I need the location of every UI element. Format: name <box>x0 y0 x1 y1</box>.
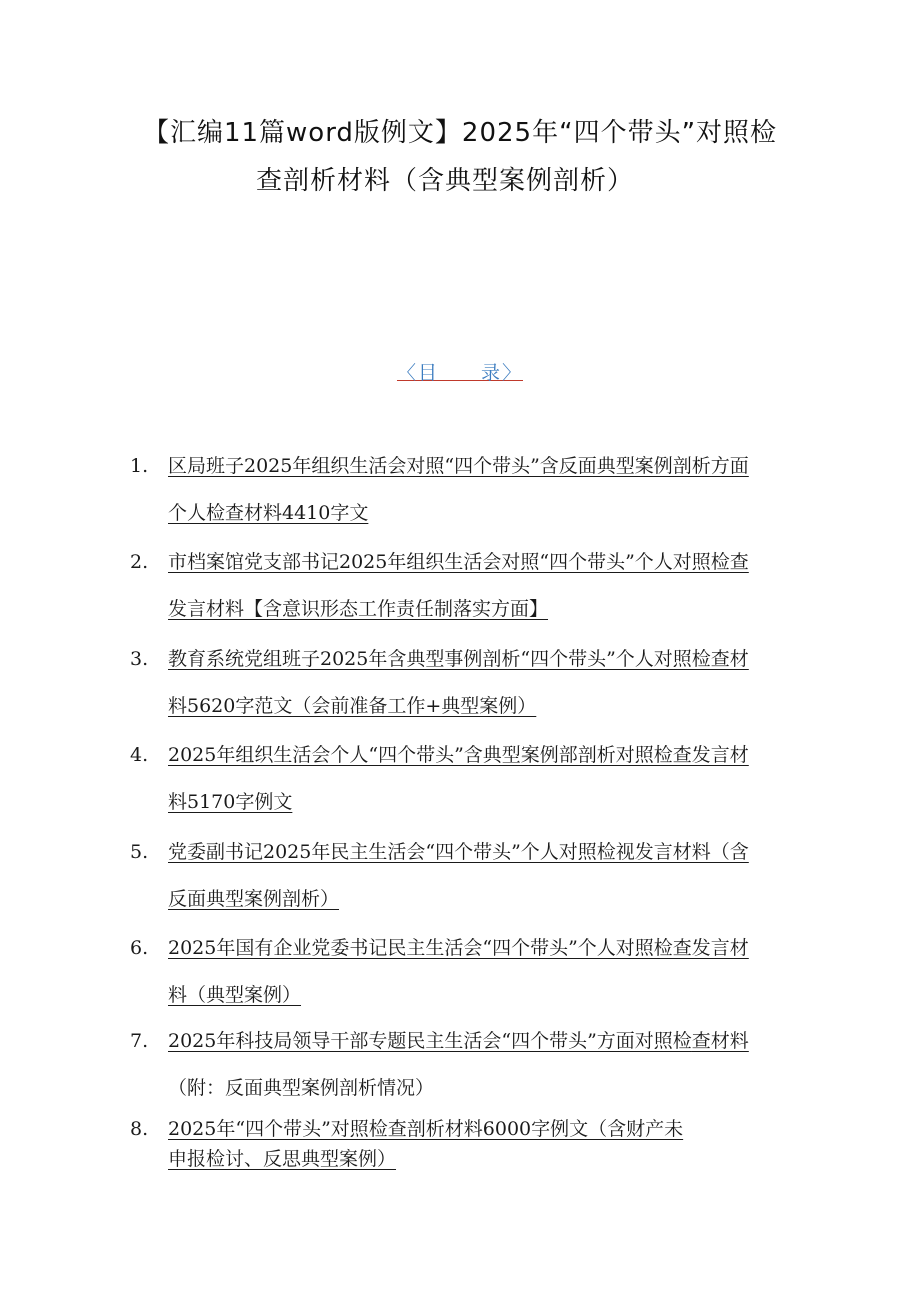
toc-heading <box>0 358 920 385</box>
toc-item-6[interactable] <box>130 925 795 1019</box>
toc-item-number: 2. <box>130 551 149 573</box>
toc-item-2[interactable] <box>130 539 795 633</box>
toc-item-number: 7. <box>130 1030 149 1052</box>
toc-item-link[interactable]: 2025年科技局领导干部专题民主生活会“四个带头”方面对照检 <box>168 1030 692 1052</box>
toc-item-plain-text <box>168 1065 795 1112</box>
toc-item-link[interactable]: 个人检查材料4410字文 <box>168 502 369 524</box>
toc-item-number: 6. <box>130 937 149 959</box>
toc-item-number: 3. <box>130 648 149 670</box>
toc-item-5[interactable] <box>130 829 795 923</box>
toc-item-link[interactable]: 发言材料【含意识形态工作责任制落实方面】 <box>168 598 549 620</box>
toc-item-tail: 查材料 <box>691 1030 749 1052</box>
toc-item-number: 5. <box>130 841 149 863</box>
toc-item-link[interactable]: 区局班子2025年组织生活会对照“四个带头”含反面典型案例剖析方面 <box>168 455 749 477</box>
toc-item-link[interactable]: 2025年组织生活会个人“四个带头”含典型案例部剖析对照检查发言材 <box>168 744 749 766</box>
toc-item-link[interactable]: 2025年国有企业党委书记民主生活会“四个带头”个人对照检查发言材 <box>168 937 749 959</box>
toc-item-text: （附：反面典型案例剖析情况） <box>168 1077 435 1099</box>
toc-item-line-1 <box>168 1114 795 1144</box>
toc-item-8[interactable] <box>130 1114 795 1174</box>
toc-item-link[interactable]: 料5170字例文 <box>168 791 293 813</box>
document-title-line-2: 查剖析材料（含典型案例剖析） <box>255 166 634 196</box>
toc-item-link[interactable]: 市档案馆党支部书记2025年组织生活会对照“四个带头”个人对照检查 <box>168 551 749 573</box>
toc-item-number: 8. <box>130 1118 149 1140</box>
document-title-line-1: 【汇编11篇word版例文】2025年“四个带头”对照检 <box>142 118 778 148</box>
toc-item-link[interactable]: 党委副书记2025年民主生活会“四个带头”个人对照检视发言材料（含 <box>168 841 749 863</box>
toc-item-link[interactable]: 教育系统党组班子2025年含典型事例剖析“四个带头”个人对照检查材 <box>168 648 749 670</box>
toc-heading-text[interactable]: 〈目 录〉 <box>396 362 523 384</box>
toc-item-link[interactable]: 料5620字范文（会前准备工作+典型案例） <box>168 695 537 717</box>
toc-item-text: 2025年“四个带头”对照检查剖析材料6000字例文（含财产未 <box>168 1118 684 1140</box>
toc-item-line-1 <box>168 1018 795 1065</box>
toc-item-link[interactable]: 料（典型案例） <box>168 984 302 1006</box>
toc-item-4[interactable] <box>130 732 795 826</box>
toc-item-number: 4. <box>130 744 149 766</box>
toc-item-1[interactable] <box>130 443 795 537</box>
toc-item-3[interactable] <box>130 636 795 730</box>
toc-item-7[interactable] <box>130 1018 795 1112</box>
toc-item-link[interactable]: 申报检讨、反思典型案例） <box>168 1148 397 1170</box>
toc-item-link[interactable]: 反面典型案例剖析） <box>168 888 340 910</box>
toc-item-number: 1. <box>130 455 149 477</box>
